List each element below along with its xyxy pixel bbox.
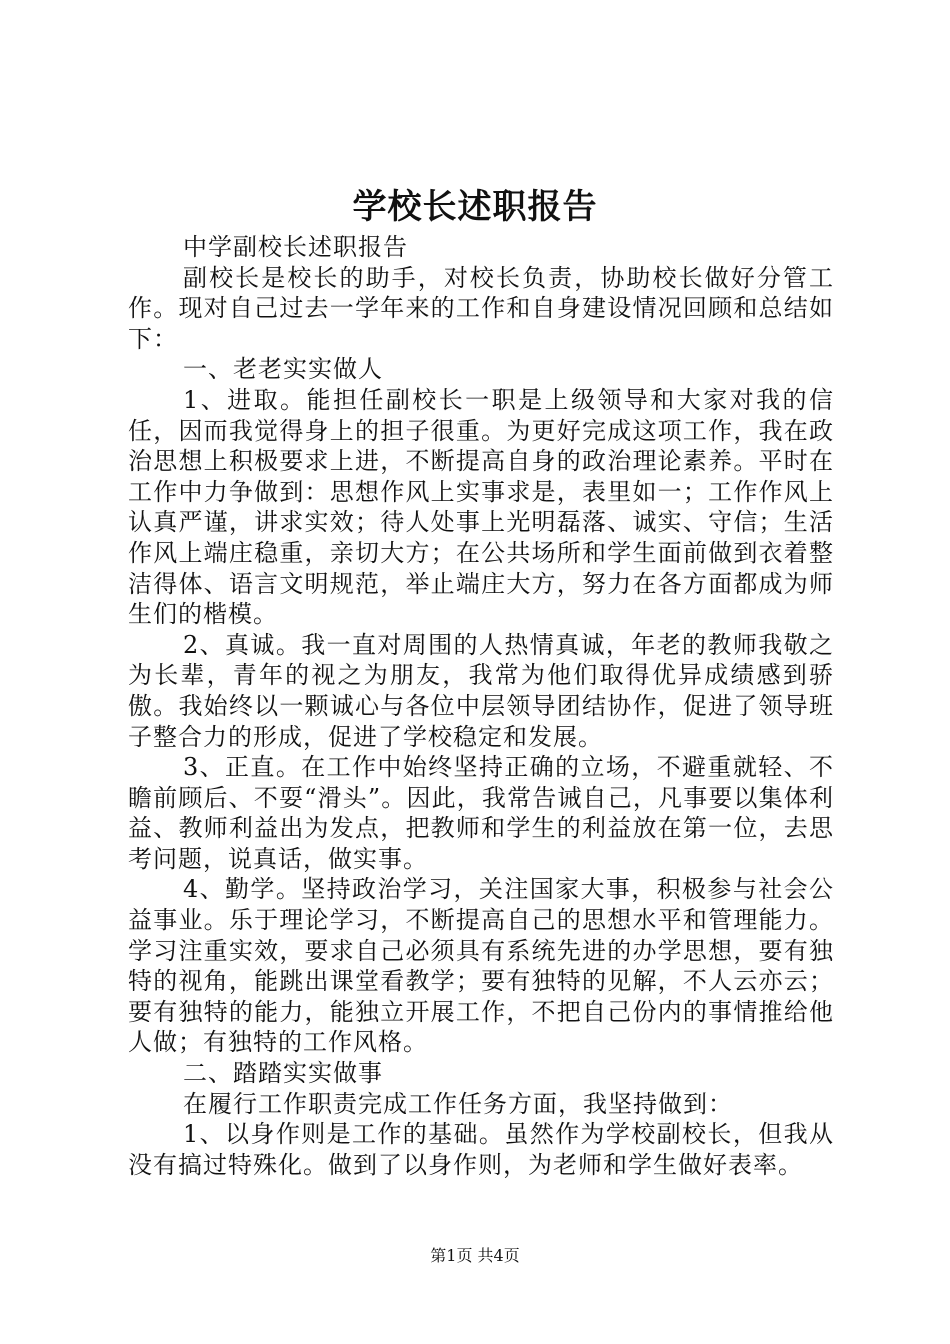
- page-footer: 第1页 共4页: [430, 1246, 520, 1265]
- paragraph-duties: 在履行工作职责完成工作任务方面，我坚持做到：: [183, 1089, 733, 1118]
- section-heading-2: 二、踏踏实实做事: [183, 1059, 383, 1088]
- document-title: 学校长述职报告: [352, 187, 598, 227]
- paragraph-qinxue: 4、勤学。坚持政治学习，关注国家大事，积极参与社会公益事业。乐于理论学习，不断提高自己的思想水平和管理能力。学习注重实效，要求自己必须具有系统先进的办学思想，要有独特的视角，能跳出课堂看教学；要有独特的见解，不人云亦云；要有独特的能力，能独立开展工作，不把自己份内的事情推给他人做；有独特的工作风格。: [128, 875, 834, 1057]
- section-heading-1: 一、老老实实做人: [183, 355, 383, 384]
- paragraph-zhengzhi: 3、正直。在工作中始终坚持正确的立场，不避重就轻、不瞻前顾后、不耍“滑头”。因此，我常告诫自己，凡事要以集体利益、教师利益出为发点，把教师和学生的利益放在第一位，去思考问题，说真话，做实事。: [128, 753, 834, 873]
- paragraph-zhencheng: 2、真诚。我一直对周围的人热情真诚，年老的教师我敬之为长辈，青年的视之为朋友，我常为他们取得优异成绩感到骄傲。我始终以一颗诚心与各位中层领导团结协作，促进了领导班子整合力的形成，促进了学校稳定和发展。: [128, 630, 834, 751]
- paragraph-jinqu: 1、进取。能担任副校长一职是上级领导和大家对我的信任，因而我觉得身上的担子很重。为更好完成这项工作，我在政治思想上积极要求上进，不断提高自身的政治理论素养。平时在工作中力争做到：思想作风上实事求是，表里如一；工作作风上认真严谨，讲求实效；待人处事上光明磊落、诚实、守信；生活作风上端庄稳重，亲切大方；在公共场所和学生面前做到衣着整洁得体、语言文明规范，举止端庄大方，努力在各方面都成为师生们的楷模。: [128, 385, 834, 629]
- document-body: [128, 232, 834, 1180]
- paragraph-intro: 副校长是校长的助手，对校长负责，协助校长做好分管工作。现对自己过去一学年来的工作和自身建设情况回顾和总结如下：: [128, 263, 834, 353]
- paragraph-yishenzuoze: 1、以身作则是工作的基础。虽然作为学校副校长，但我从没有搞过特殊化。做到了以身作则，为老师和学生做好表率。: [128, 1120, 834, 1179]
- paragraph-subtitle: 中学副校长述职报告: [183, 233, 408, 261]
